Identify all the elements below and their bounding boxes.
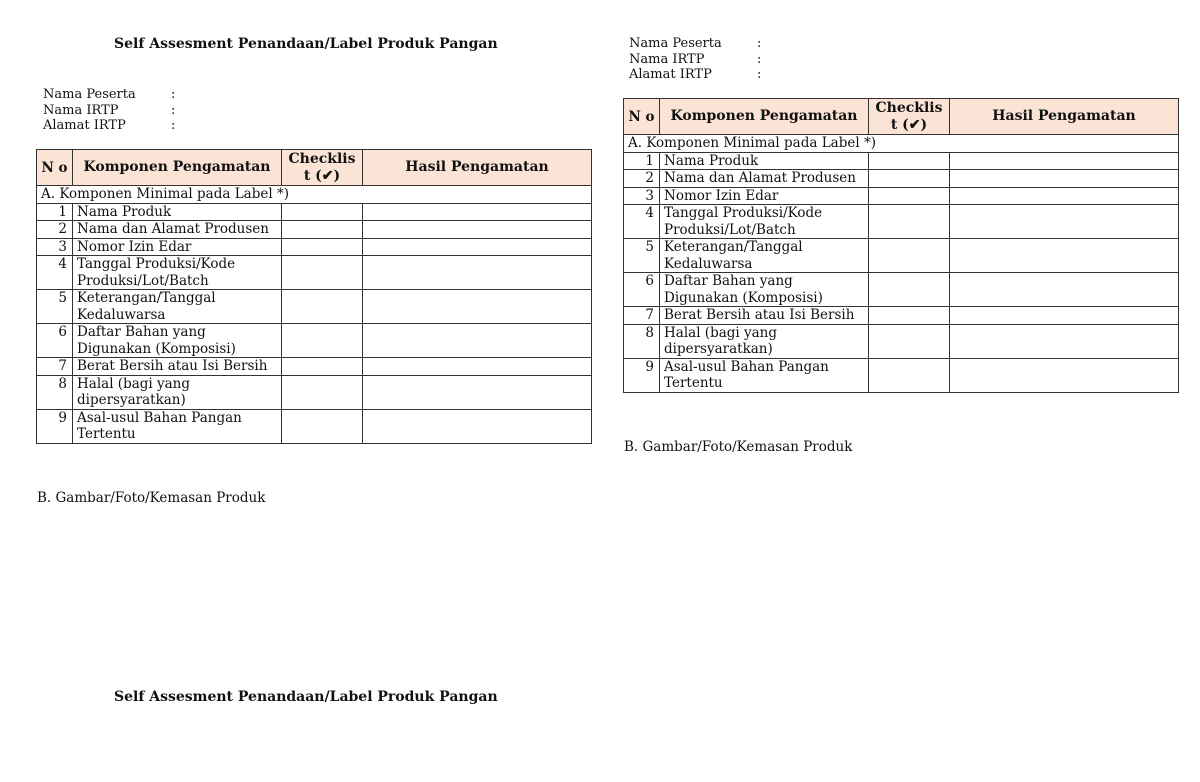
field-value[interactable] — [767, 67, 787, 83]
header-no: N o — [37, 150, 73, 186]
header-checklist: Checklis t (✔) — [282, 150, 363, 186]
left-section-b-label: B. Gambar/Foto/Kemasan Produk — [37, 490, 266, 506]
field-label: Alamat IRTP — [629, 67, 712, 82]
field-nama-peserta: Nama Peserta : — [43, 87, 201, 103]
table-row: 5 Keterangan/Tanggal Kedaluwarsa — [37, 290, 592, 324]
section-a-label: A. Komponen Minimal pada Label *) — [624, 135, 1179, 153]
result-cell[interactable] — [950, 205, 1179, 239]
field-value[interactable] — [181, 118, 201, 134]
checklist-cell[interactable] — [282, 256, 363, 290]
header-component: Komponen Pengamatan — [660, 99, 869, 135]
field-label: Nama IRTP — [43, 102, 119, 118]
result-cell[interactable] — [363, 358, 592, 376]
checklist-cell[interactable] — [869, 187, 950, 205]
table-row: 2 Nama dan Alamat Produsen — [624, 170, 1179, 188]
field-value[interactable] — [767, 36, 787, 52]
result-cell[interactable] — [363, 256, 592, 290]
field-nama-irtp: Nama IRTP : — [43, 103, 201, 119]
table-row: 6 Daftar Bahan yang Digunakan (Komposisi) — [37, 324, 592, 358]
checklist-cell[interactable] — [282, 203, 363, 221]
left-form-title: Self Assesment Penandaan/Label Produk Pangan — [114, 36, 498, 52]
field-nama-peserta: Nama Peserta : — [629, 36, 787, 52]
result-cell[interactable] — [363, 238, 592, 256]
result-cell[interactable] — [363, 290, 592, 324]
table-row: 4 Tanggal Produksi/Kode Produksi/Lot/Batch — [37, 256, 592, 290]
checklist-cell[interactable] — [282, 358, 363, 376]
table-row: 7 Berat Bersih atau Isi Bersih — [37, 358, 592, 376]
left-assessment-table — [36, 149, 592, 444]
checklist-cell[interactable] — [282, 221, 363, 239]
result-cell[interactable] — [363, 203, 592, 221]
result-cell[interactable] — [950, 152, 1179, 170]
checklist-cell[interactable] — [282, 290, 363, 324]
table-row: 8 Halal (bagi yang dipersyaratkan) — [624, 324, 1179, 358]
result-cell[interactable] — [950, 187, 1179, 205]
checklist-cell[interactable] — [869, 307, 950, 325]
header-checklist: Checklis t (✔) — [869, 99, 950, 135]
field-label: Nama Peserta — [43, 87, 136, 102]
result-cell[interactable] — [950, 358, 1179, 392]
section-a-row — [37, 186, 592, 204]
table-header-row — [37, 150, 592, 186]
left-participant-info — [43, 87, 201, 134]
result-cell[interactable] — [950, 307, 1179, 325]
table-row: 4 Tanggal Produksi/Kode Produksi/Lot/Batch — [624, 205, 1179, 239]
result-cell[interactable] — [363, 375, 592, 409]
checklist-cell[interactable] — [282, 324, 363, 358]
right-section-b-label: B. Gambar/Foto/Kemasan Produk — [624, 439, 853, 455]
table-row: 3 Nomor Izin Edar — [37, 238, 592, 256]
field-alamat-irtp: Alamat IRTP : — [629, 67, 787, 83]
checklist-cell[interactable] — [282, 238, 363, 256]
checklist-cell[interactable] — [869, 170, 950, 188]
checklist-cell[interactable] — [282, 409, 363, 443]
table-row: 7 Berat Bersih atau Isi Bersih — [624, 307, 1179, 325]
right-participant-info — [629, 36, 787, 83]
header-result: Hasil Pengamatan — [950, 99, 1179, 135]
result-cell[interactable] — [363, 409, 592, 443]
section-a-row — [624, 135, 1179, 153]
checklist-cell[interactable] — [869, 358, 950, 392]
header-result: Hasil Pengamatan — [363, 150, 592, 186]
checklist-cell[interactable] — [282, 375, 363, 409]
table-row: 1 Nama Produk — [37, 203, 592, 221]
table-row: 6 Daftar Bahan yang Digunakan (Komposisi) — [624, 273, 1179, 307]
result-cell[interactable] — [363, 324, 592, 358]
table-row: 8 Halal (bagi yang dipersyaratkan) — [37, 375, 592, 409]
result-cell[interactable] — [363, 221, 592, 239]
field-value[interactable] — [181, 103, 201, 119]
table-row: 9 Asal-usul Bahan Pangan Tertentu — [624, 358, 1179, 392]
table-header-row — [624, 99, 1179, 135]
section-a-label: A. Komponen Minimal pada Label *) — [37, 186, 592, 204]
field-alamat-irtp: Alamat IRTP : — [43, 118, 201, 134]
header-component: Komponen Pengamatan — [73, 150, 282, 186]
field-label: Nama IRTP — [629, 51, 705, 67]
result-cell[interactable] — [950, 273, 1179, 307]
field-value[interactable] — [767, 52, 787, 68]
field-nama-irtp: Nama IRTP : — [629, 52, 787, 68]
checklist-cell[interactable] — [869, 273, 950, 307]
field-label: Alamat IRTP — [43, 118, 126, 133]
header-no: N o — [624, 99, 660, 135]
checklist-cell[interactable] — [869, 152, 950, 170]
result-cell[interactable] — [950, 170, 1179, 188]
table-row: 2 Nama dan Alamat Produsen — [37, 221, 592, 239]
right-assessment-table — [623, 98, 1179, 393]
field-value[interactable] — [181, 87, 201, 103]
checklist-cell[interactable] — [869, 205, 950, 239]
table-row: 1 Nama Produk — [624, 152, 1179, 170]
bottom-form-title: Self Assesment Penandaan/Label Produk Pangan — [114, 689, 498, 705]
field-label: Nama Peserta — [629, 36, 722, 51]
table-row: 3 Nomor Izin Edar — [624, 187, 1179, 205]
table-row: 9 Asal-usul Bahan Pangan Tertentu — [37, 409, 592, 443]
checklist-cell[interactable] — [869, 239, 950, 273]
table-row: 5 Keterangan/Tanggal Kedaluwarsa — [624, 239, 1179, 273]
result-cell[interactable] — [950, 239, 1179, 273]
checklist-cell[interactable] — [869, 324, 950, 358]
result-cell[interactable] — [950, 324, 1179, 358]
